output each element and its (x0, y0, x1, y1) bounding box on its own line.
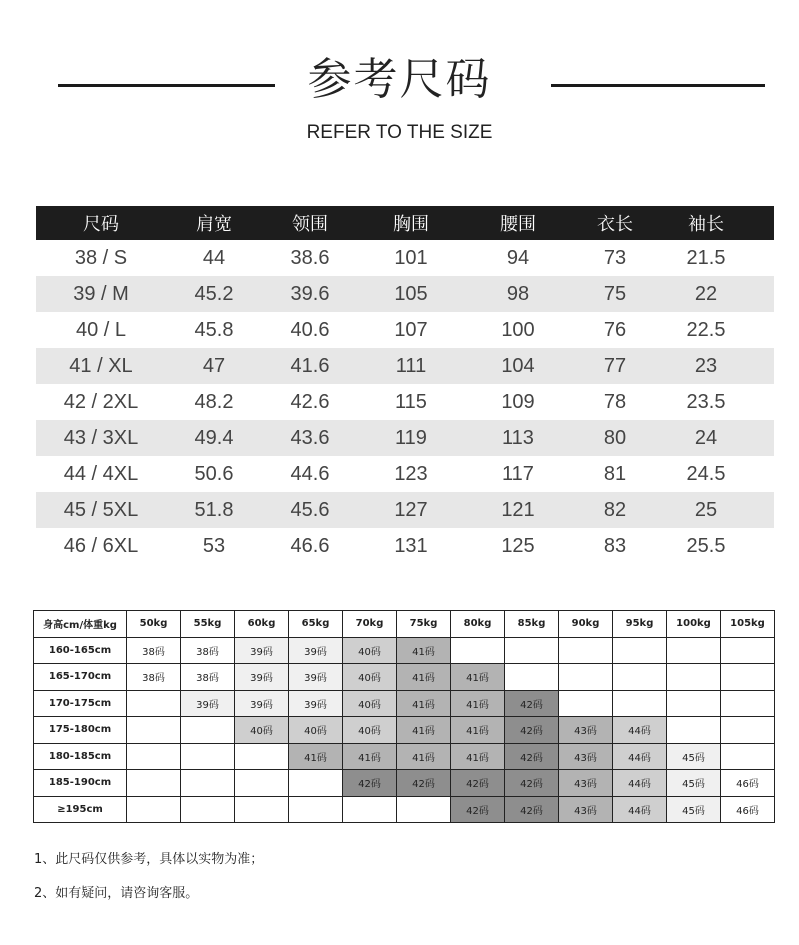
table-cell: 76 (603, 318, 627, 341)
size-cell (613, 637, 667, 664)
table-cell: 42.6 (290, 390, 330, 413)
recommendation-body (34, 611, 775, 823)
column-header: 衣长 (597, 214, 633, 235)
size-cell: 44码 (613, 743, 667, 770)
size-cell (181, 770, 235, 797)
table-cell: 47 (202, 354, 226, 377)
table-cell: 41.6 (290, 354, 330, 377)
size-cell: 38码 (181, 637, 235, 664)
table-cell: 105 (394, 282, 428, 305)
table-cell: 43.6 (290, 426, 330, 449)
table-cell: 82 (603, 498, 627, 521)
size-cell (235, 743, 289, 770)
size-cell: 39码 (289, 690, 343, 717)
weight-header: 60kg (235, 611, 289, 638)
size-cell: 42码 (397, 770, 451, 797)
table-cell: 22 (694, 282, 718, 305)
size-cell (667, 717, 721, 744)
size-cell: 40码 (343, 637, 397, 664)
table-cell: 39.6 (290, 282, 330, 305)
table-row (36, 420, 774, 456)
table-row (34, 770, 775, 797)
table-cell: 98 (506, 282, 530, 305)
table-cell: 81 (603, 462, 627, 485)
table-cell: 117 (502, 462, 534, 485)
weight-header: 90kg (559, 611, 613, 638)
size-cell: 41码 (343, 743, 397, 770)
size-cell: 42码 (451, 796, 505, 823)
size-cell: 45码 (667, 796, 721, 823)
size-cell (127, 743, 181, 770)
size-cell (181, 743, 235, 770)
table-cell: 111 (395, 354, 427, 377)
weight-header: 80kg (451, 611, 505, 638)
table-row (34, 690, 775, 717)
note-item: 1、此尺码仅供参考，具体以实物为准； (34, 852, 264, 867)
size-cell: 42码 (343, 770, 397, 797)
size-cell: 45码 (667, 770, 721, 797)
table-row (34, 743, 775, 770)
table-cell: 22.5 (686, 318, 726, 341)
size-cell (127, 770, 181, 797)
table-cell: 50.6 (194, 462, 234, 485)
table-cell: 42 / 2XL (63, 390, 139, 413)
recommendation-header-row (34, 611, 775, 638)
column-header: 袖长 (688, 214, 724, 235)
size-cell: 42码 (505, 796, 559, 823)
table-cell: 49.4 (194, 426, 234, 449)
height-label: 165-170cm (34, 664, 127, 691)
size-cell: 42码 (505, 770, 559, 797)
table-cell: 53 (202, 534, 226, 557)
table-cell: 43 / 3XL (63, 426, 139, 449)
table-cell: 45.2 (194, 282, 234, 305)
weight-header: 50kg (127, 611, 181, 638)
table-cell: 21.5 (686, 246, 726, 269)
size-cell: 44码 (613, 796, 667, 823)
size-cell: 41码 (451, 690, 505, 717)
size-cell: 41码 (397, 664, 451, 691)
table-cell: 25 (694, 498, 718, 521)
size-recommendation-grid (33, 610, 775, 823)
table-cell: 83 (603, 534, 627, 557)
size-cell: 43码 (559, 770, 613, 797)
size-cell (235, 796, 289, 823)
size-cell (721, 717, 775, 744)
size-cell (181, 717, 235, 744)
note-item: 2、如有疑问，请咨询客服。 (34, 886, 199, 901)
size-table (36, 206, 774, 564)
size-cell: 39码 (289, 637, 343, 664)
size-cell: 40码 (343, 690, 397, 717)
size-cell (721, 637, 775, 664)
size-cell (667, 664, 721, 691)
size-cell: 39码 (235, 637, 289, 664)
title-rule-right (551, 84, 765, 87)
weight-header: 55kg (181, 611, 235, 638)
page-subtitle: REFER TO THE SIZE (306, 122, 493, 143)
weight-header: 75kg (397, 611, 451, 638)
size-cell (721, 690, 775, 717)
table-cell: 48.2 (194, 390, 234, 413)
height-label: ≥195cm (34, 796, 127, 823)
size-cell: 41码 (289, 743, 343, 770)
table-cell: 131 (394, 534, 428, 557)
table-cell: 127 (394, 498, 428, 521)
size-cell (559, 664, 613, 691)
table-cell: 44 / 4XL (63, 462, 139, 485)
corner-label: 身高cm/体重kg (34, 611, 127, 638)
size-cell (397, 796, 451, 823)
size-cell: 40码 (235, 717, 289, 744)
table-cell: 40.6 (290, 318, 330, 341)
table-cell: 119 (395, 426, 427, 449)
size-cell (613, 690, 667, 717)
size-cell (721, 664, 775, 691)
size-cell (127, 690, 181, 717)
table-row (36, 492, 774, 528)
table-cell: 123 (394, 462, 428, 485)
column-header: 肩宽 (196, 214, 232, 235)
table-cell: 115 (395, 390, 427, 413)
size-cell: 41码 (397, 717, 451, 744)
size-cell: 39码 (181, 690, 235, 717)
size-cell (505, 637, 559, 664)
size-cell: 39码 (289, 664, 343, 691)
size-cell (451, 637, 505, 664)
table-cell: 77 (603, 354, 627, 377)
table-row (36, 348, 774, 384)
size-cell: 41码 (397, 743, 451, 770)
table-cell: 23.5 (686, 390, 726, 413)
table-cell: 39 / M (73, 282, 129, 305)
height-label: 180-185cm (34, 743, 127, 770)
height-label: 175-180cm (34, 717, 127, 744)
size-cell (559, 690, 613, 717)
table-cell: 45.8 (194, 318, 234, 341)
size-cell: 42码 (505, 690, 559, 717)
table-cell: 107 (394, 318, 428, 341)
size-cell: 40码 (289, 717, 343, 744)
size-cell: 43码 (559, 796, 613, 823)
table-cell: 44.6 (290, 462, 330, 485)
table-cell: 113 (502, 426, 534, 449)
table-row (34, 664, 775, 691)
height-label: 170-175cm (34, 690, 127, 717)
table-cell: 24.5 (686, 462, 726, 485)
column-header: 尺码 (83, 214, 119, 235)
size-cell: 44码 (613, 717, 667, 744)
size-cell: 41码 (451, 717, 505, 744)
table-cell: 25.5 (686, 534, 726, 557)
table-row (36, 276, 774, 312)
size-cell: 38码 (127, 664, 181, 691)
size-cell: 42码 (505, 743, 559, 770)
size-cell (505, 664, 559, 691)
size-cell: 46码 (721, 796, 775, 823)
size-cell (667, 690, 721, 717)
table-cell: 51.8 (194, 498, 234, 521)
table-cell: 23 (694, 354, 718, 377)
size-cell: 41码 (451, 664, 505, 691)
size-cell (289, 770, 343, 797)
size-cell: 40码 (343, 664, 397, 691)
table-cell: 73 (603, 246, 627, 269)
column-header: 腰围 (500, 214, 536, 235)
size-cell: 44码 (613, 770, 667, 797)
table-row (36, 384, 774, 420)
size-cell: 42码 (505, 717, 559, 744)
weight-header: 105kg (721, 611, 775, 638)
table-cell: 109 (501, 390, 535, 413)
size-cell: 46码 (721, 770, 775, 797)
size-cell: 41码 (451, 743, 505, 770)
table-cell: 46.6 (290, 534, 330, 557)
size-cell: 41码 (397, 637, 451, 664)
size-cell: 41码 (397, 690, 451, 717)
table-cell: 46 / 6XL (63, 534, 139, 557)
size-cell: 42码 (451, 770, 505, 797)
table-cell: 38 / S (74, 246, 128, 269)
weight-header: 85kg (505, 611, 559, 638)
weight-header: 100kg (667, 611, 721, 638)
table-cell: 104 (501, 354, 535, 377)
size-table-body (36, 240, 774, 564)
table-cell: 94 (506, 246, 530, 269)
size-cell (613, 664, 667, 691)
size-cell (559, 637, 613, 664)
column-header: 胸围 (393, 214, 429, 235)
table-cell: 125 (501, 534, 535, 557)
size-table-header (36, 206, 774, 240)
column-header: 领围 (292, 214, 328, 235)
table-cell: 44 (202, 246, 226, 269)
size-cell: 45码 (667, 743, 721, 770)
page-title: 参考尺码 (307, 54, 492, 105)
table-row (34, 796, 775, 823)
table-row (36, 456, 774, 492)
table-cell: 100 (501, 318, 535, 341)
weight-header: 95kg (613, 611, 667, 638)
size-cell (721, 743, 775, 770)
size-cell (235, 770, 289, 797)
size-cell: 38码 (127, 637, 181, 664)
size-cell (289, 796, 343, 823)
height-label: 160-165cm (34, 637, 127, 664)
table-row (34, 717, 775, 744)
table-cell: 38.6 (290, 246, 330, 269)
table-cell: 41 / XL (69, 354, 133, 377)
size-cell: 39码 (235, 664, 289, 691)
table-cell: 40 / L (75, 318, 127, 341)
table-row (36, 240, 774, 276)
size-cell: 38码 (181, 664, 235, 691)
header (0, 0, 799, 160)
size-cell (127, 796, 181, 823)
table-cell: 80 (603, 426, 627, 449)
size-cell (181, 796, 235, 823)
size-cell (667, 637, 721, 664)
table-row (36, 312, 774, 348)
size-cell: 43码 (559, 717, 613, 744)
table-cell: 101 (394, 246, 428, 269)
size-cell: 40码 (343, 717, 397, 744)
size-cell: 39码 (235, 690, 289, 717)
weight-header: 70kg (343, 611, 397, 638)
weight-header: 65kg (289, 611, 343, 638)
notes (34, 851, 634, 903)
size-cell (127, 717, 181, 744)
table-cell: 45 / 5XL (63, 498, 139, 521)
size-cell: 43码 (559, 743, 613, 770)
table-cell: 45.6 (290, 498, 330, 521)
table-cell: 78 (603, 390, 627, 413)
height-label: 185-190cm (34, 770, 127, 797)
size-cell (343, 796, 397, 823)
table-cell: 75 (603, 282, 627, 305)
table-row (34, 637, 775, 664)
table-cell: 121 (501, 498, 535, 521)
table-cell: 24 (694, 426, 718, 449)
table-row (36, 528, 774, 564)
